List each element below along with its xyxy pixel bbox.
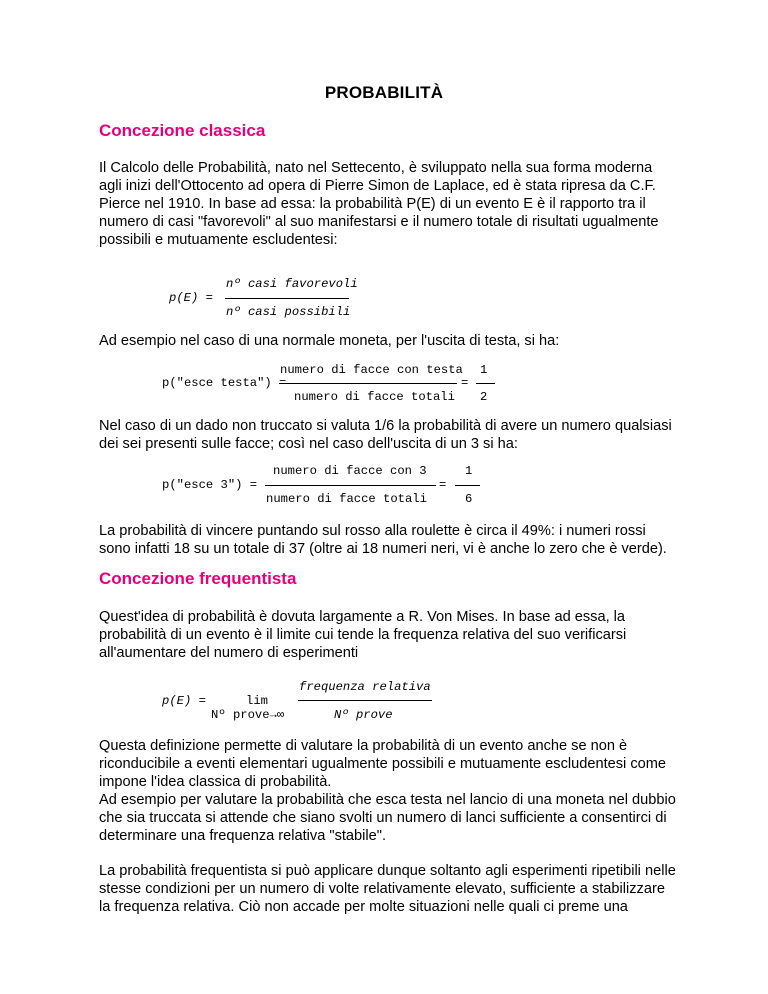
section-heading-classica: Concezione classica — [99, 121, 266, 140]
formula3-right-fraction-bar — [455, 485, 480, 486]
formula3-equals: = — [439, 478, 447, 492]
formula2-right-numerator: 1 — [480, 363, 488, 377]
paragraph-dice: Nel caso di un dado non truccato si valuta 1/6 la probabilità di avere un numero qualsiasi dei sei presenti sulle facce; così nel caso dell'uscita di un 3 si ha: — [99, 418, 672, 452]
formula3-lhs: p("esce 3") = — [162, 478, 258, 492]
formula3-denominator: numero di facce totali — [266, 492, 427, 506]
formula2-fraction-bar — [279, 383, 457, 384]
formula3-right-numerator: 1 — [465, 464, 473, 478]
formula2-numerator: numero di facce con testa — [280, 363, 463, 377]
formula3-right-denominator: 6 — [465, 492, 473, 506]
paragraph-roulette: La probabilità di vincere puntando sul rosso alla roulette è circa il 49%: i numeri rossi sono infatti 18 su un totale di 37 (oltre ai 18 numeri neri, vi è anche lo zero che è verde). — [99, 523, 667, 557]
formula1-lhs: p(E) = — [169, 291, 213, 305]
formula4-fraction-bar — [298, 700, 432, 701]
formula1-denominator: nº casi possibili — [226, 305, 351, 319]
paragraph-coin-example: Ad esempio per valutare la probabilità che esca testa nel lancio di una moneta nel dubbio che sia truccata si attende che siano svolti un numero di lanci sufficiente a consentirci di determinare una frequenza relativa "stabile". — [99, 792, 676, 844]
paragraph-applicability: La probabilità frequentista si può applicare dunque soltanto agli esperimenti ripetibili nelle stesse condizioni per un numero di volte relativamente elevato, sufficiente a stabilizzare la frequenza relativa. Ciò non accade per molte situazioni nelle quali ci preme una — [99, 863, 676, 915]
paragraph-intro-classica: Il Calcolo delle Probabilità, nato nel Settecento, è sviluppato nella sua forma moderna agli inizi dell'Ottocento ad opera di Pierre Simon de Laplace, ed è stata ripresa da C.F. Pierce nel 1910. In base ad essa: la probabilità P(E) di un evento E è il rapporto tra il numero di casi "favorevoli" al suo manifestarsi e il numero totale di risultati ugualmente possibili e mutuamente escludentesi: — [99, 160, 659, 248]
formula2-equals: = — [461, 376, 469, 390]
formula2-lhs: p("esce testa") = — [162, 376, 287, 390]
section-heading-frequentista: Concezione frequentista — [99, 569, 297, 588]
formula4-numerator: frequenza relativa — [299, 680, 431, 694]
formula2-denominator: numero di facce totali — [294, 390, 455, 404]
paragraph-definition: Questa definizione permette di valutare la probabilità di un evento anche se non è riconducibile a eventi elementari ugualmente possibili e mutuamente escludentesi come impone l'idea classica di probabilità. — [99, 738, 667, 790]
formula2-right-fraction-bar — [476, 383, 495, 384]
paragraph-intro-frequentista: Quest'idea di probabilità è dovuta largamente a R. Von Mises. In base ad essa, la probabilità di un evento è il limite cui tende la frequenza relativa del suo verificarsi all'aumentare del numero di esperimenti — [99, 609, 627, 661]
formula4-lim-subscript: Nº prove→∞ — [211, 708, 285, 722]
formula4-lhs: p(E) = — [162, 694, 206, 708]
page-title: PROBABILITÀ — [324, 83, 444, 102]
formula1-fraction-bar — [225, 298, 349, 299]
formula3-numerator: numero di facce con 3 — [273, 464, 427, 478]
formula3-fraction-bar — [265, 485, 436, 486]
formula4-lim: lim — [246, 694, 268, 708]
paragraph-coin: Ad esempio nel caso di una normale moneta, per l'uscita di testa, si ha: — [99, 333, 560, 349]
formula4-denominator: Nº prove — [334, 708, 393, 722]
formula1-numerator: nº casi favorevoli — [226, 277, 358, 291]
formula2-right-denominator: 2 — [480, 390, 488, 404]
